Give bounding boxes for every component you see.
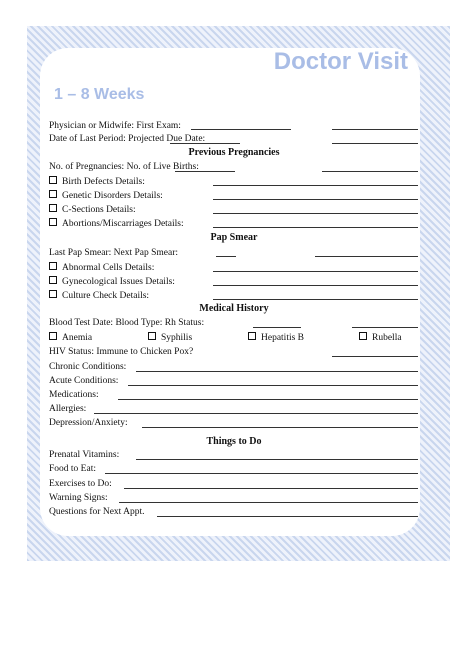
abortions-row <box>49 218 184 230</box>
warning-label: Warning Signs: <box>49 493 108 503</box>
hiv-row <box>49 347 193 358</box>
rubella-label: Rubella <box>372 333 402 343</box>
hiv-label: HIV Status: <box>49 347 94 357</box>
last-period-label: Date of Last Period: <box>49 134 126 144</box>
abnormal-row <box>49 262 154 274</box>
questions-label: Questions for Next Appt. <box>49 507 145 517</box>
rh-status-field[interactable] <box>253 327 301 328</box>
depression-row <box>49 418 128 429</box>
pap-dates-row <box>49 248 178 259</box>
medications-label: Medications: <box>49 390 99 400</box>
rh-status-label: Rh Status: <box>164 318 205 328</box>
food-label: Food to Eat: <box>49 464 96 474</box>
food-field[interactable] <box>105 473 418 474</box>
num-births-field[interactable] <box>175 171 235 172</box>
physician-label: Physician or Midwife: <box>49 121 134 131</box>
vitamins-label: Prenatal Vitamins: <box>49 450 120 460</box>
syphilis-option <box>148 332 192 343</box>
next-pap-label: Next Pap Smear: <box>113 248 179 258</box>
num-births-label: No. of Live Births: <box>126 162 199 172</box>
first-exam-label: First Exam: <box>136 121 181 131</box>
medications-row <box>49 390 99 401</box>
culture-checkbox[interactable] <box>49 290 57 298</box>
gyn-row <box>49 276 175 288</box>
birth-defects-checkbox[interactable] <box>49 176 57 184</box>
medical-history-heading: Medical History <box>199 303 269 314</box>
vitamins-row <box>49 450 119 461</box>
genetic-row <box>49 190 163 202</box>
depression-label: Depression/Anxiety: <box>49 418 128 428</box>
physician-row <box>49 121 181 132</box>
things-to-do-heading: Things to Do <box>206 436 262 447</box>
abortions-checkbox[interactable] <box>49 218 57 226</box>
allergies-field[interactable] <box>94 413 418 414</box>
hepatitis-label: Hepatitis B <box>261 333 305 343</box>
acute-label: Acute Conditions: <box>49 376 119 386</box>
blood-test-label: Blood Test Date: <box>49 318 114 328</box>
acute-row <box>49 376 118 387</box>
chronic-field[interactable] <box>136 371 418 372</box>
birth-defects-row <box>49 176 145 188</box>
culture-field[interactable] <box>213 299 418 300</box>
vitamins-field[interactable] <box>136 459 418 460</box>
allergies-label: Allergies: <box>49 404 87 414</box>
csections-label: C-Sections Details: <box>62 205 136 215</box>
syphilis-checkbox[interactable] <box>148 332 156 340</box>
first-exam-field[interactable] <box>191 129 291 130</box>
page-subtitle: 1 – 8 Weeks <box>54 86 145 103</box>
blood-row <box>49 318 204 329</box>
chronic-row <box>49 362 126 373</box>
warning-row <box>49 493 108 504</box>
hepatitis-checkbox[interactable] <box>248 332 256 340</box>
abortions-label: Abortions/Miscarriages Details: <box>62 219 184 229</box>
page-title: Doctor Visit <box>273 48 408 75</box>
last-pap-label: Last Pap Smear: <box>49 248 112 258</box>
anemia-checkbox[interactable] <box>49 332 57 340</box>
gyn-field[interactable] <box>213 285 418 286</box>
csections-checkbox[interactable] <box>49 204 57 212</box>
birth-defects-label: Birth Defects Details: <box>62 177 145 187</box>
blood-type-label: Blood Type: <box>115 318 163 328</box>
questions-row <box>49 507 145 518</box>
due-date-label: Projected Due Date: <box>128 134 206 144</box>
birth-defects-field[interactable] <box>213 185 418 186</box>
genetic-checkbox[interactable] <box>49 190 57 198</box>
abortions-field[interactable] <box>213 227 418 228</box>
medications-field[interactable] <box>118 399 418 400</box>
gyn-checkbox[interactable] <box>49 276 57 284</box>
questions-field[interactable] <box>157 516 418 517</box>
warning-field[interactable] <box>119 502 418 503</box>
exercises-row <box>49 479 112 490</box>
depression-field[interactable] <box>142 427 418 428</box>
gyn-label: Gynecological Issues Details: <box>62 277 175 287</box>
hepatitis-option <box>248 332 304 343</box>
last-period-field[interactable] <box>332 143 418 144</box>
syphilis-label: Syphilis <box>161 333 193 343</box>
abnormal-field[interactable] <box>213 271 418 272</box>
exercises-field[interactable] <box>124 488 418 489</box>
physician-field[interactable] <box>332 129 418 130</box>
acute-field[interactable] <box>128 385 418 386</box>
next-pap-field[interactable] <box>216 256 236 257</box>
culture-row <box>49 290 149 302</box>
chronic-label: Chronic Conditions: <box>49 362 127 372</box>
pap-smear-heading: Pap Smear <box>210 232 258 243</box>
food-row <box>49 464 96 475</box>
last-pap-field[interactable] <box>315 256 418 257</box>
genetic-label: Genetic Disorders Details: <box>62 191 163 201</box>
num-pregnancies-label: No. of Pregnancies: <box>49 162 125 172</box>
rubella-checkbox[interactable] <box>359 332 367 340</box>
csections-row <box>49 204 136 216</box>
genetic-field[interactable] <box>213 199 418 200</box>
allergies-row <box>49 404 86 415</box>
csections-field[interactable] <box>213 213 418 214</box>
abnormal-label: Abnormal Cells Details: <box>62 263 155 273</box>
blood-test-field[interactable] <box>352 327 418 328</box>
culture-label: Culture Check Details: <box>62 291 150 301</box>
abnormal-checkbox[interactable] <box>49 262 57 270</box>
previous-pregnancies-heading: Previous Pregnancies <box>188 147 280 158</box>
anemia-option <box>49 332 92 343</box>
due-date-field[interactable] <box>170 143 240 144</box>
exercises-label: Exercises to Do: <box>49 479 112 489</box>
num-pregnancies-field[interactable] <box>322 171 418 172</box>
rubella-option <box>359 332 402 343</box>
immune-label: Immune to Chicken Pox? <box>96 347 194 357</box>
hiv-field[interactable] <box>332 356 418 357</box>
anemia-label: Anemia <box>62 333 93 343</box>
